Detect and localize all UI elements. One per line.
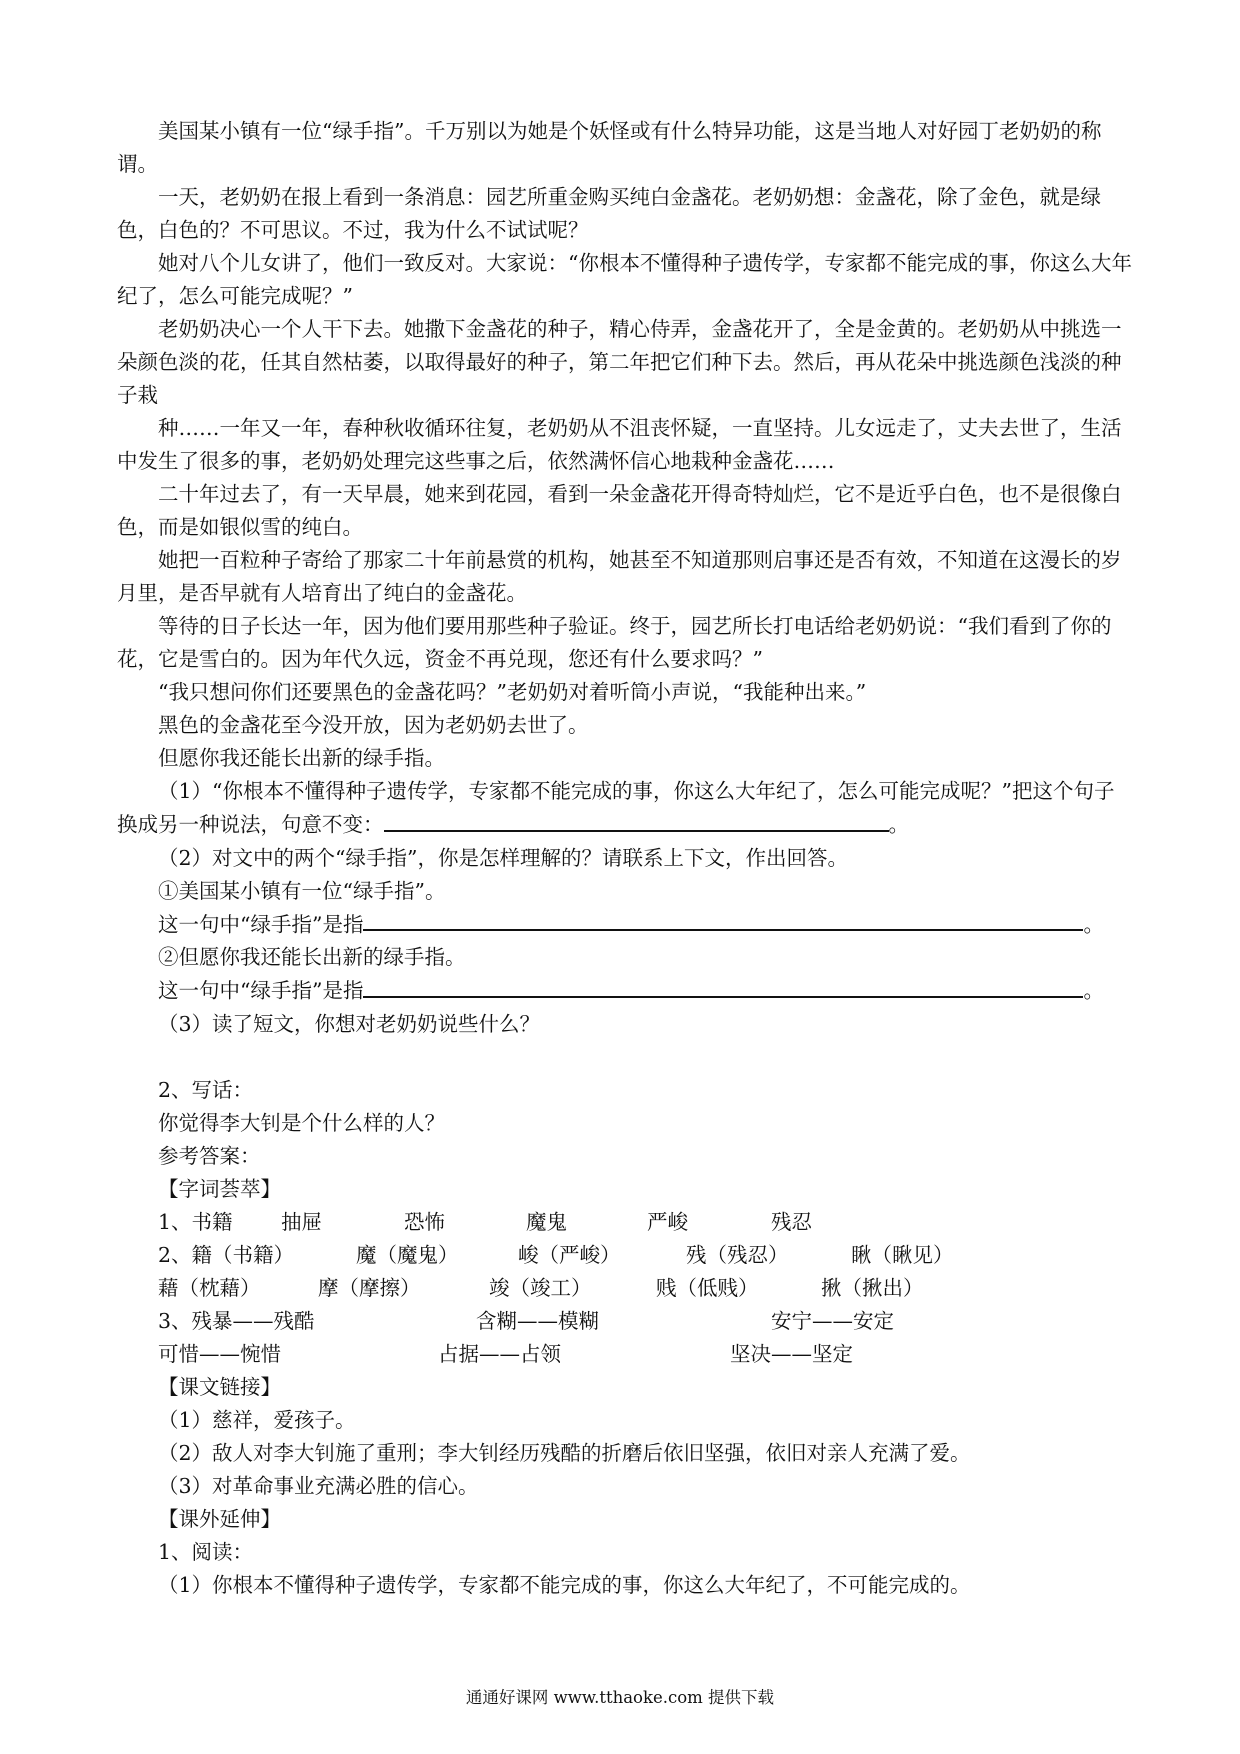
word-item: 藉（枕藉） [158,1275,261,1300]
word-row-2 [117,1239,1133,1272]
answer-line: （1）你根本不懂得种子遗传学，专家都不能完成的事，你这么大年纪了，不可能完成的。 [158,1572,971,1597]
word-item: 魔（魔鬼） [356,1242,459,1267]
answer-blank-2b [363,974,1083,998]
story-paragraph: 黑色的金盏花至今没开放，因为老奶奶去世了。 [158,713,589,737]
word-item: 揪（揪出） [821,1275,924,1300]
word-item: 安宁——安定 [771,1308,894,1333]
story-paragraph: 但愿你我还能长出新的绿手指。 [158,746,445,770]
question-1-end: 。 [888,812,909,837]
page-footer: 通通好课网 www.tthaoke.com 提供下载 [465,1688,775,1707]
story-paragraph: 她对八个儿女讲了，他们一致反对。大家说：“你根本不懂得种子遗传学，专家都不能完成的事，你这么大年纪了，怎么可能完成呢？” [117,251,1132,308]
story-paragraph: 等待的日子长达一年，因为他们要用那些种子验证。终于，园艺所长打电话给老奶奶说：“我们看到了你的花，它是雪白的。因为年代久远，资金不再兑现，您还有什么要求吗？” [117,614,1112,671]
answers-title: 参考答案： [158,1143,261,1168]
question-2b: ②但愿你我还能长出新的绿手指。 [158,945,466,970]
answers-section-heading: 【课外延伸】 [158,1506,281,1531]
word-item: 2、籍（书籍） [158,1242,295,1267]
story-paragraph: “我只想问你们还要黑色的金盏花吗？”老奶奶对着听筒小声说，“我能种出来。” [158,680,867,704]
question-2b-prompt: 这一句中“绿手指”是指 [158,978,364,1003]
section-spacer [117,1041,1133,1074]
answer-line: （2）敌人对李大钊施了重刑；李大钊经历残酷的折磨后依旧坚强，依旧对亲人充满了爱。 [158,1440,971,1465]
answer-blank-2a [363,908,1083,932]
answers-section-heading: 【课文链接】 [158,1374,281,1399]
word-row-3 [117,1272,1133,1305]
word-item: 3、残暴——残酷 [158,1308,315,1333]
word-item: 竣（竣工） [489,1275,592,1300]
word-item: 抽屉 [281,1209,322,1234]
word-item: 魔鬼 [526,1209,567,1234]
document-body [117,115,1133,1602]
word-item: 含糊——模糊 [476,1308,599,1333]
question-1 [117,775,1133,842]
story-paragraph: 老奶奶决心一个人干下去。她撒下金盏花的种子，精心侍弄，金盏花开了，全是金黄的。老奶奶从中挑选一朵颜色淡的花，任其自然枯萎，以取得最好的种子，第二年把它们种下去。然后，再从花朵中挑选颜色浅淡的种子栽 [117,317,1122,407]
answer-blank-1 [384,808,889,832]
word-row-1 [117,1206,1133,1239]
question-2a: ①美国某小镇有一位“绿手指”。 [158,878,446,903]
writing-label: 2、写话： [158,1077,254,1102]
story-paragraph: 一天，老奶奶在报上看到一条消息：园艺所重金购买纯白金盏花。老奶奶想：金盏花，除了金色，就是绿色，白色的？不可思议。不过，我为什么不试试呢？ [117,185,1101,242]
question-2b-answer [117,974,1133,1008]
question-2a-answer [117,908,1133,942]
word-item: 占据——占领 [438,1341,561,1366]
word-item: 峻（严峻） [518,1242,621,1267]
question-2a-prompt: 这一句中“绿手指”是指 [158,912,364,937]
word-item: 残忍 [771,1209,812,1234]
word-item: 严峻 [647,1209,688,1234]
word-item: 恐怖 [404,1209,445,1234]
word-row-5 [117,1338,1133,1371]
question-3: （3）读了短文，你想对老奶奶说些什么？ [158,1011,541,1036]
answer-line: （3）对革命事业充满必胜的信心。 [158,1473,479,1498]
answers-section-heading: 【字词荟萃】 [158,1176,281,1201]
story-paragraph: 二十年过去了，有一天早晨，她来到花园，看到一朵金盏花开得奇特灿烂，它不是近乎白色，也不是很像白色，而是如银似雪的纯白。 [117,482,1122,539]
answer-line: 1、阅读： [158,1539,254,1564]
question-2a-end: 。 [1083,912,1104,937]
question-2b-end: 。 [1083,978,1104,1003]
story-paragraph: 美国某小镇有一位“绿手指”。千万别以为她是个妖怪或有什么特异功能，这是当地人对好园丁老奶奶的称谓。 [117,119,1102,176]
word-item: 摩（摩擦） [318,1275,421,1300]
word-item: 坚决——坚定 [730,1341,853,1366]
word-item: 1、书籍 [158,1209,233,1234]
answer-line: （1）慈祥，爱孩子。 [158,1407,356,1432]
word-item: 残（残忍） [686,1242,789,1267]
question-1-text: （1）“你根本不懂得种子遗传学，专家都不能完成的事，你这么大年纪了，怎么可能完成呢？”把这个句子换成另一种说法，句意不变： [117,779,1115,837]
word-row-4 [117,1305,1133,1338]
writing-prompt: 你觉得李大钊是个什么样的人？ [158,1110,445,1135]
word-item: 可惜——惋惜 [158,1341,281,1366]
word-item: 贱（低贱） [656,1275,759,1300]
question-2: （2）对文中的两个“绿手指”，你是怎样理解的？请联系上下文，作出回答。 [158,845,849,870]
word-item: 瞅（瞅见） [851,1242,954,1267]
story-paragraph: 种……一年又一年，春种秋收循环往复，老奶奶从不沮丧怀疑，一直坚持。儿女远走了，丈夫去世了，生活中发生了很多的事，老奶奶处理完这些事之后，依然满怀信心地栽种金盏花…… [117,416,1122,473]
story-paragraph: 她把一百粒种子寄给了那家二十年前悬赏的机构，她甚至不知道那则启事还是否有效，不知道在这漫长的岁月里，是否早就有人培育出了纯白的金盏花。 [117,548,1122,605]
